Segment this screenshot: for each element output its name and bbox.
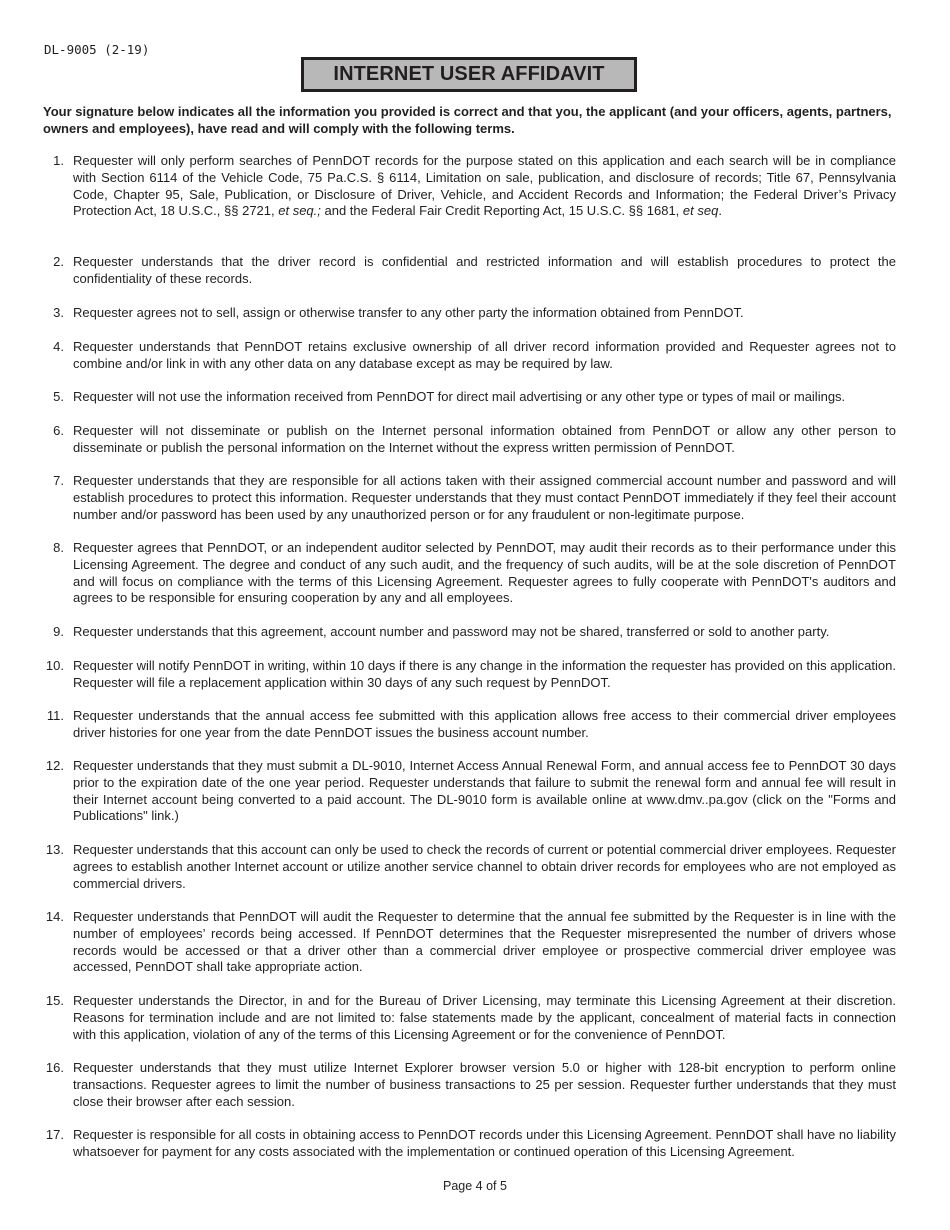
term-number: 10.: [45, 658, 64, 673]
term-text: [73, 1060, 896, 1110]
term-text: [73, 423, 896, 457]
term-number: 7.: [53, 473, 64, 488]
term-item: [40, 339, 896, 373]
term-text: [73, 708, 896, 742]
term-number: 15.: [45, 993, 64, 1008]
term-text-segment: Requester understands the Director, in and for the Bureau of Driver Licensing, may terminate this Licensing Agreement at their discretion. Reasons for termination include and are not limited to: false statements made by the applicant, concealment of material facts in connection with this application, violation of any of the terms of this Licensing Agreement or for the convenience of PennDOT.: [73, 993, 896, 1042]
term-item: [40, 842, 896, 892]
term-text-segment: Requester agrees not to sell, assign or otherwise transfer to any other party the information obtained from PennDOT.: [73, 305, 744, 320]
term-number: 11.: [46, 708, 64, 723]
term-number: 8.: [53, 540, 64, 555]
term-item: [40, 153, 896, 220]
term-number: 9.: [53, 624, 64, 639]
term-item: [40, 254, 896, 288]
term-text-segment: Requester will not use the information received from PennDOT for direct mail advertising or any other type or types of mail or mailings.: [73, 389, 846, 404]
term-number: 12.: [45, 758, 64, 773]
term-text: [73, 842, 896, 892]
term-text: [73, 624, 896, 641]
term-text-segment: Requester understands that they are responsible for all actions taken with their assigned commercial account number and password and will establish procedures to protect this information. Requester understands that they must contact PennDOT immediately if they feel their account number and/or password has been used by any unauthorized person or for any fraudulent or non-legitimate purpose.: [73, 473, 896, 522]
term-number: 5.: [53, 389, 64, 404]
term-text-segment: Requester understands that this agreement, account number and password may not be shared, transferred or sold to another party.: [73, 624, 830, 639]
term-text-segment: Requester understands that the driver record is confidential and restricted information and will establish procedures to protect the confidentiality of these records.: [73, 254, 896, 286]
term-text-segment: et seq: [682, 203, 719, 219]
term-text: [73, 153, 896, 220]
form-id: DL-9005 (2-19): [44, 42, 150, 57]
term-text: [73, 473, 896, 523]
term-text: [73, 758, 896, 825]
term-text-segment: Requester will not disseminate or publish on the Internet personal information obtained from PennDOT or allow any other person to disseminate or publish the personal information on the Internet without the express written permission of PennDOT.: [73, 423, 896, 455]
term-text-segment: and the Federal Fair Credit Reporting Act, 15 U.S.C. §§ 1681,: [320, 203, 683, 219]
term-text: [73, 540, 896, 607]
term-item: [40, 993, 896, 1043]
term-text-segment: Requester understands that this account can only be used to check the records of current or potential commercial driver employees. Requester agrees to establish another Internet account or utilize another service channel to obtain driver records for employees who are not employed as commercial drivers.: [73, 842, 896, 891]
term-item: [40, 758, 896, 825]
term-number: 6.: [53, 423, 64, 438]
term-item: [40, 473, 896, 523]
term-text-segment: .: [718, 203, 722, 219]
term-number: 16.: [45, 1060, 64, 1075]
term-text-segment: et seq.;: [278, 203, 321, 219]
term-text: [73, 339, 896, 373]
term-number: 2.: [53, 254, 64, 269]
term-text-segment: Requester understands that they must utilize Internet Explorer browser version 5.0 or higher with 128-bit encryption to perform online transactions. Requester agrees to limit the number of business transactions to 25 per session. Requester further understands that they must close their browser after each session.: [73, 1060, 896, 1109]
term-text-segment: Requester will notify PennDOT in writing, within 10 days if there is any change in the information the requester has provided on this application. Requester will file a replacement application within 30 days of any such request by PennDOT.: [73, 658, 896, 690]
term-text-segment: Requester understands that they must submit a DL-9010, Internet Access Annual Renewal Form, and annual access fee to PennDOT 30 days prior to the expiration date of the one year period. Requester understands that failure to submit the renewal form and annual fee will result in their Internet account being converted to a paid account. The DL-9010 form is available online at www.dmv..pa.gov (click on the "Forms and Publications" link.): [73, 758, 896, 824]
term-text: [73, 254, 896, 288]
term-item: [40, 1127, 896, 1161]
term-text-segment: Requester will only perform searches of PennDOT records for the purpose stated on this application and each search will be in compliance with Section 6114 of the Vehicle Code, 75 Pa.C.S. § 6114, Limitation on sale, publication, and disclosure of records; Title 67, Pennsylvania Code, Chapter 95, Sale, Publication, or Disclosure of Driver, Vehicle, and Accident Records and Information; the Federal Driver’s Privacy Protection Act, 18 U.S.C., §§ 2721,: [73, 153, 896, 219]
term-text: [73, 993, 896, 1043]
term-number: 14.: [45, 909, 64, 924]
term-number: 3.: [53, 305, 64, 320]
term-item: [40, 389, 896, 406]
term-item: [40, 1060, 896, 1110]
term-text-segment: Requester understands that PennDOT retains exclusive ownership of all driver record information provided and Requester agrees not to combine and/or link in with any other data on any database except as may be required by law.: [73, 339, 896, 371]
term-text: [73, 305, 896, 322]
page-number: Page 4 of 5: [443, 1179, 507, 1193]
term-text: [73, 909, 896, 976]
term-item: [40, 624, 896, 641]
term-item: [40, 305, 896, 322]
term-item: [40, 423, 896, 457]
term-text: [73, 658, 896, 692]
term-text-segment: Requester understands that the annual access fee submitted with this application allows free access to their commercial driver employees driver histories for one year from the date PennDOT issues the business account number.: [73, 708, 896, 740]
term-text: [73, 1127, 896, 1161]
term-number: 4.: [53, 339, 64, 354]
term-item: [40, 909, 896, 976]
term-number: 17.: [45, 1127, 64, 1142]
term-item: [40, 658, 896, 692]
term-number: 13.: [45, 842, 64, 857]
term-item: [40, 540, 896, 607]
term-item: [40, 708, 896, 742]
term-text: [73, 389, 896, 406]
term-number: 1.: [53, 153, 64, 168]
page-title: INTERNET USER AFFIDAVIT: [301, 57, 637, 92]
intro-statement: Your signature below indicates all the information you provided is correct and that you, the applicant (and your officers, agents, partners, owners and employees), have read and will comply with the following terms.: [43, 104, 892, 136]
term-text-segment: Requester agrees that PennDOT, or an independent auditor selected by PennDOT, may audit their records as to their performance under this Licensing Agreement. The degree and conduct of any such audit, and the frequency of such audits, will be at the sole discretion of PennDOT and will focus on compliance with the terms of this Licensing Agreement. Requester agrees to fully cooperate with PennDOT's auditors and agrees to be responsible for ensuring cooperation by any and all employees.: [73, 540, 896, 606]
term-text-segment: Requester is responsible for all costs in obtaining access to PennDOT records under this Licensing Agreement. PennDOT shall have no liability whatsoever for payment for any costs associated with the implementation or continued operation of this Licensing Agreement.: [73, 1127, 896, 1159]
term-text-segment: Requester understands that PennDOT will audit the Requester to determine that the annual fee submitted by the Requester is in line with the number of employees’ records being accessed. If PennDOT determines that the Requester misrepresented the number of drivers whose records would be accessed or that a driver other than a commercial driver employee or prospective commercial driver employee was accessed, PennDOT shall take appropriate action.: [73, 909, 896, 975]
